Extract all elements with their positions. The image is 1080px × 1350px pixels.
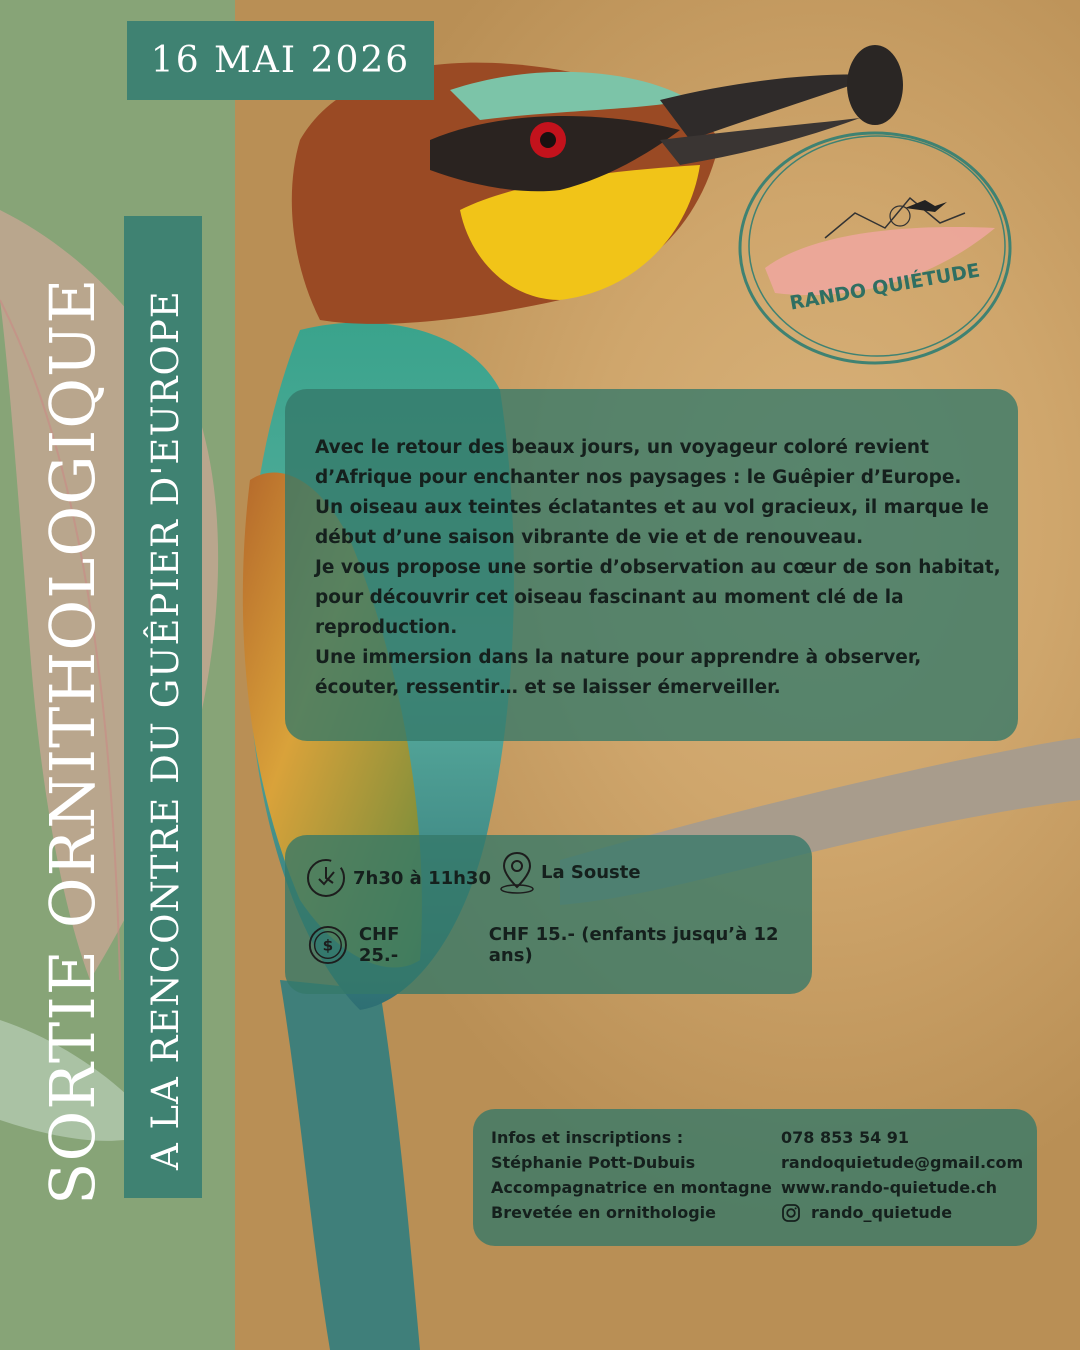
contact-role: Accompagnatrice en montagne [491,1178,772,1197]
time-row [303,855,491,901]
event-subtitle: A LA RENCONTRE DU GUÊPIER D'EUROPE [144,290,187,1170]
price-adult: CHF 25.- [358,924,400,966]
svg-text:$: $ [322,936,334,955]
instagram-handle: rando_quietude [811,1203,953,1222]
location-row [497,849,641,895]
contact-name: Stéphanie Pott-Dubuis [491,1153,696,1172]
event-date: 16 MAI 2026 [150,40,411,81]
location-text: La Souste [541,861,641,883]
contact-role: Brevetée en ornithologie [491,1203,717,1222]
price-row [307,923,812,967]
event-title: SORTIE ORNITHOLOGIQUE [36,277,109,1205]
rando-quietude-logo [735,128,1015,368]
clock-icon [303,855,349,901]
intro-panel [285,389,1018,741]
contact-info [491,1125,772,1225]
intro-paragraph: Une immersion dans la nature pour apprendre à observer, écouter, ressentir… et se laisser émerveiller. [315,647,922,698]
intro-paragraph: Je vous propose une sortie d’observation au cœur de son habitat, pour découvrir cet oiseau fascinant au moment clé de la reproduction. [315,557,1001,638]
email-link[interactable]: randoquietude@gmail.com [781,1153,1024,1172]
location-pin-icon [497,849,537,895]
website-link[interactable]: www.rando-quietude.ch [781,1178,998,1197]
contact-links [781,1125,1023,1225]
contact-panel [473,1109,1037,1246]
intro-paragraph: Un oiseau aux teintes éclatantes et au vol gracieux, il marque le début d’une saison vibrante de vie et de renouveau. [315,497,989,548]
details-panel [285,835,812,994]
time-text: 7h30 à 11h30 [353,867,491,889]
phone-link[interactable]: 078 853 54 91 [781,1128,910,1147]
instagram-link[interactable] [781,1200,1023,1225]
instagram-icon [781,1203,801,1223]
money-icon [307,923,349,967]
intro-text [315,433,1005,703]
intro-paragraph: Avec le retour des beaux jours, un voyageur coloré revient d’Afrique pour enchanter nos paysages : le Guêpier d’Europe. [315,437,962,488]
price-child: CHF 15.- (enfants jusqu’à 12 ans) [488,924,779,966]
date-banner [127,21,434,100]
logo-text: RANDO QUIÉTUDE [788,259,982,315]
contact-heading: Infos et inscriptions : [491,1128,684,1147]
